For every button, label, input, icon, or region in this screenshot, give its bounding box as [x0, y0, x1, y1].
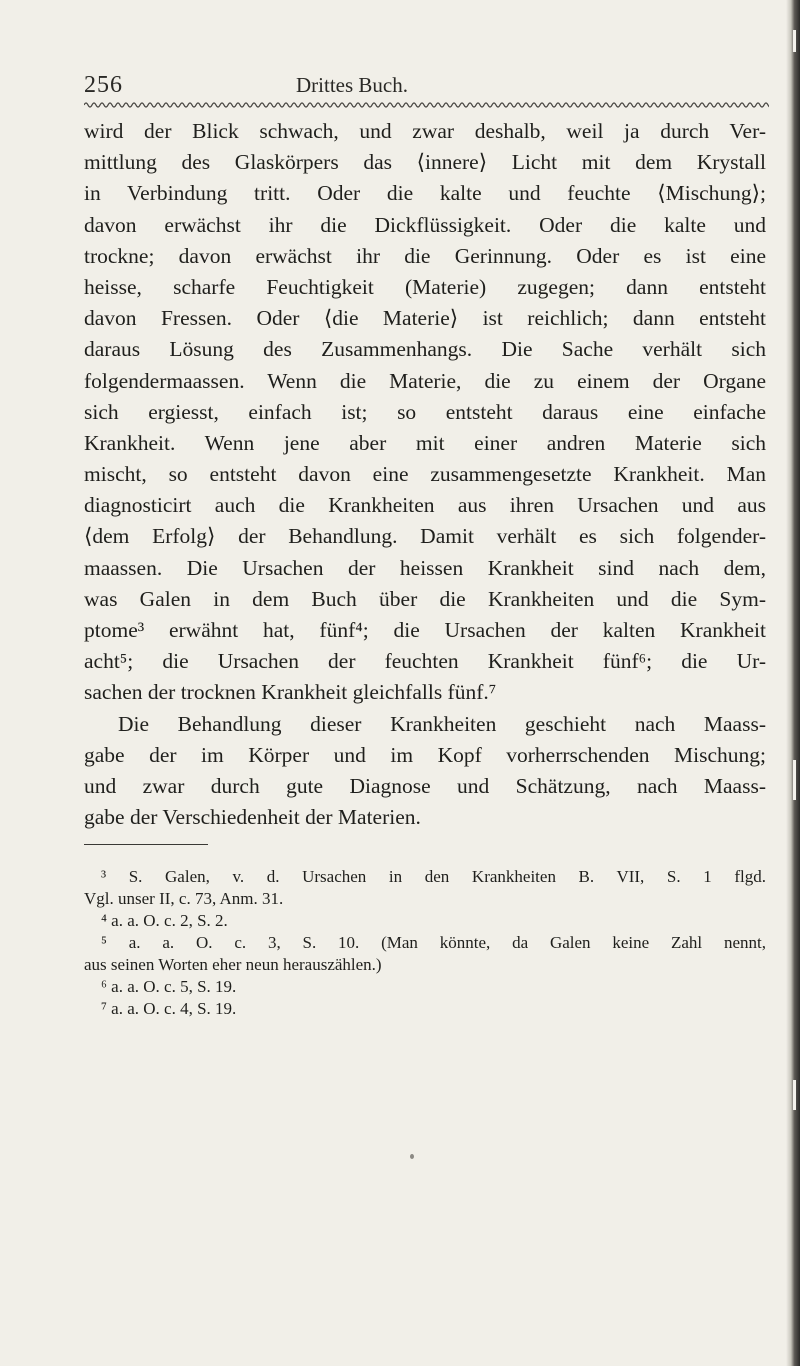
body-line: gabe der im Körper und im Kopf vorherrschenden Mischung; — [84, 742, 766, 767]
footnote-line: aus seinen Worten eher neun herauszählen.) — [84, 955, 382, 974]
body-line: ⟨dem Erfolg⟩ der Behandlung. Damit verhält es sich folgender- — [84, 524, 766, 549]
body-line: davon Fressen. Oder ⟨die Materie⟩ ist reichlich; dann entsteht — [84, 306, 766, 331]
footnote-line: ⁷ a. a. O. c. 4, S. 19. — [101, 999, 237, 1018]
page-edge-shadow — [786, 0, 800, 1366]
body-line: Krankheit. Wenn jene aber mit einer andren Materie sich — [84, 430, 766, 455]
body-line: acht⁵; die Ursachen der feuchten Krankheit fünf⁶; die Ur- — [84, 649, 766, 674]
body-line: in Verbindung tritt. Oder die kalte und feuchte ⟨Mischung⟩; — [84, 181, 766, 206]
body-line: daraus Lösung des Zusammenhangs. Die Sache verhält sich — [84, 337, 766, 362]
body-line: was Galen in dem Buch über die Krankheiten und die Sym- — [84, 586, 766, 611]
footnote-line: ⁶ a. a. O. c. 5, S. 19. — [101, 977, 237, 996]
body-line: trockne; davon erwächst ihr die Gerinnung. Oder es ist eine — [84, 243, 766, 268]
body-line-paragraph-start: Die Behandlung dieser Krankheiten geschieht nach Maass- — [118, 711, 766, 736]
body-line: gabe der Verschiedenheit der Materien. — [84, 805, 421, 830]
header-ornament-rule — [84, 100, 769, 110]
body-line: ptome³ erwähnt hat, fünf⁴; die Ursachen der kalten Krankheit — [84, 618, 766, 642]
footnote-line: Vgl. unser II, c. 73, Anm. 31. — [84, 889, 284, 908]
body-line: folgendermaassen. Wenn die Materie, die zu einem der Organe — [84, 368, 766, 393]
running-title: Drittes Buch. — [296, 73, 408, 97]
footnotes — [84, 866, 766, 1020]
body-line: diagnosticirt auch die Krankheiten aus ihren Ursachen und aus — [84, 493, 766, 518]
body-line: maassen. Die Ursachen der heissen Krankheit sind nach dem, — [84, 555, 766, 580]
body-line: heisse, scharfe Feuchtigkeit (Materie) zugegen; dann entsteht — [84, 274, 766, 299]
footnote-line: ⁵ a. a. O. c. 3, S. 10. (Man könnte, da Galen keine Zahl nennt, — [101, 933, 766, 952]
body-line: sich ergiesst, einfach ist; so entsteht daraus eine einfache — [84, 399, 766, 424]
body-text — [84, 116, 766, 833]
body-line: mittlung des Glaskörpers das ⟨innere⟩ Licht mit dem Krystall — [84, 150, 766, 175]
running-header — [84, 72, 769, 102]
body-line: davon erwächst ihr die Dickflüssigkeit. Oder die kalte und — [84, 212, 766, 237]
ink-speck — [410, 1154, 414, 1159]
page-number: 256 — [84, 72, 123, 98]
body-line: sachen der trocknen Krankheit gleichfalls fünf.⁷ — [84, 680, 497, 705]
footnote-line: ⁴ a. a. O. c. 2, S. 2. — [101, 911, 228, 930]
footnote-separator — [84, 844, 208, 845]
body-line: und zwar durch gute Diagnose und Schätzung, nach Maass- — [84, 773, 766, 798]
footnote-line: ³ S. Galen, v. d. Ursachen in den Krankheiten B. VII, S. 1 flgd. — [101, 867, 766, 886]
body-line: wird der Blick schwach, und zwar deshalb, weil ja durch Ver- — [84, 119, 766, 143]
body-line: mischt, so entsteht davon eine zusammengesetzte Krankheit. Man — [84, 462, 766, 487]
